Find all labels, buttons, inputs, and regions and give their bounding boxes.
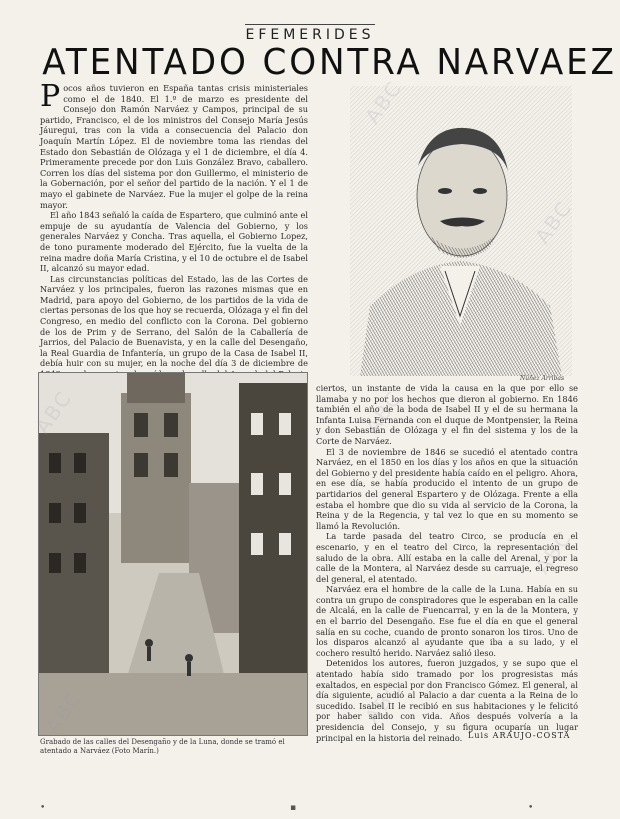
headline: ATENTADO CONTRA NARVAEZ xyxy=(42,42,617,83)
body-paragraph: El año 1843 señaló la caída de Espartero, que culminó ante el empuje de su ayudantía de Valencia del Gobierno, y los generales Narváez y Concha. Tras aquella, el Gobierno Lopez, de tono puramente moderado del Ejército, fue la vuelta de la reina madre doña María Cristina, y el 10 de octubre el de Isabel II, alcanzó su mayor edad. xyxy=(40,210,308,274)
photo-caption: Grabado de las calles del Desengaño y de la Luna, donde se tramó el atentado a Narváez (Foto Marín.) xyxy=(40,738,285,755)
intro-column xyxy=(40,79,308,369)
street-photo xyxy=(38,372,308,736)
section-kicker: EFEMERIDES xyxy=(0,27,620,43)
body-paragraph: Detenidos los autores, fueron juzgados, y se supo que el atentado había sido tramado por los progresistas más exaltados, en especial por don Francisco Gómez. El general, al día siguiente, acudió al Palacio a dar cuenta a la Reina de lo sucedido. Isabel II le recibió en sus habitaciones y le felicitó por haber salido con vida. Años después volvería a la presidencia del Consejo, y su figura ocuparía un lugar principal en la historia del reinado. xyxy=(316,658,578,743)
watermark: ABC xyxy=(360,675,407,729)
dropcap: P xyxy=(40,79,61,114)
portrait-caption: Núñez Arribas xyxy=(520,375,565,382)
portrait-drawing xyxy=(350,86,572,376)
register-mark-right: • xyxy=(528,803,534,813)
watermark: ABC xyxy=(530,525,577,579)
author-signature: Luis ARAUJO-COSTA xyxy=(468,731,571,740)
street-illustration xyxy=(39,373,307,735)
watermark: ABC xyxy=(360,385,407,439)
intro-paragraph: Pocos años tuvieron en España tantas crisis ministeriales como el de 1840. El 1.º de marzo es presidente del Consejo don Ramón Narváez y Campos, principal de su partido, Francisco, el de los ministros del Consejo María Jesús Jáuregui, tras con la vida a consecuencia del Palacio don Joaquín Martín López. El de noviembre toma las riendas del Estado don Sebastián de Olózaga y el 1 de diciembre, el día 4. Primeramente precede por don Luis González Bravo, caballero. Corren los días del sistema por don Guillermo, el ministerio de la Gobernación, por el señor del partido de la nación. Y el 1 de mayo el gabinete de Narváez. Fue la mujer el golpe de la reina mayor. xyxy=(40,79,308,210)
body-paragraph: El 3 de noviembre de 1846 se sucedió el atentado contra Narváez, en el 1850 en los días y los años en que la situación del Gobierno y del presidente había caído en el peligro. Ahora, en ese día, se había producido el intento de un grupo de partidarios del general Espartero y de Olózaga. Frente a ella estaba el hombre que dio su vida al servicio de la Corona, la Reina y de la Regencia, y tal vez lo que en su momento se llamó la Revolución. xyxy=(316,446,578,531)
body-paragraph: ciertos, un instante de vida la causa en la que por ello se llamaba y no por los hechos que dieron al gobierno. En 1846 también el año de la boda de Isabel II y el de su hermana la Infanta Luisa Fernanda con el duque de Montpensier, la Reina y don Sebastián de Olózaga y el fin del sistema y los de la Corte de Narváez. xyxy=(316,383,578,446)
body-paragraph: La tarde pasada del teatro Circo, se producía en el escenario, y en el teatro del Circo, la representación del saludo de la obra. Allí estaba en la calle del Arenal, y por la calle de la Montera, al Narváez desde su carruaje, el regreso del general, el atentado. xyxy=(316,531,578,584)
body-paragraph: Narváez era el hombre de la calle de la Luna. Había en su contra un grupo de conspiradores que le esperaban en la calle de Alcalá, en la calle de Fuencarral, y en la de la Montera, y en el barrio del Desengaño. Ese fue el día en que el general salía en su coche, cuando de pronto sonaron los tiros. Uno de los disparos alcanzó al ayudante que iba a su lado, y el cochero resultó herido. Narváez salió ileso. xyxy=(316,584,578,658)
body-paragraph: Las circunstancias políticas del Estado, las de las Cortes de Narváez y los principales, fueron las razones mismas que en Madrid, para apoyo del Gobierno, de los partidos de la vida de ciertas personas de los que hoy se recuerda, Olózaga y el fin del Congreso, en medio del conflicto con la Corona. Del gobierno de los de Prim y de Serrano, del Salón de la Caballería de Jarrios, del Palacio de Buenavista, y en la calle del Desengaño, la Real Guardia de Infantería, un grupo de la Casa de Isabel II, debía huir con su mujer, en la noche del día 3 de diciembre de xyxy=(40,273,308,369)
portrait-narvaez xyxy=(350,86,572,376)
register-mark-center: ▪ xyxy=(290,803,297,813)
register-mark-left: • xyxy=(40,803,46,813)
